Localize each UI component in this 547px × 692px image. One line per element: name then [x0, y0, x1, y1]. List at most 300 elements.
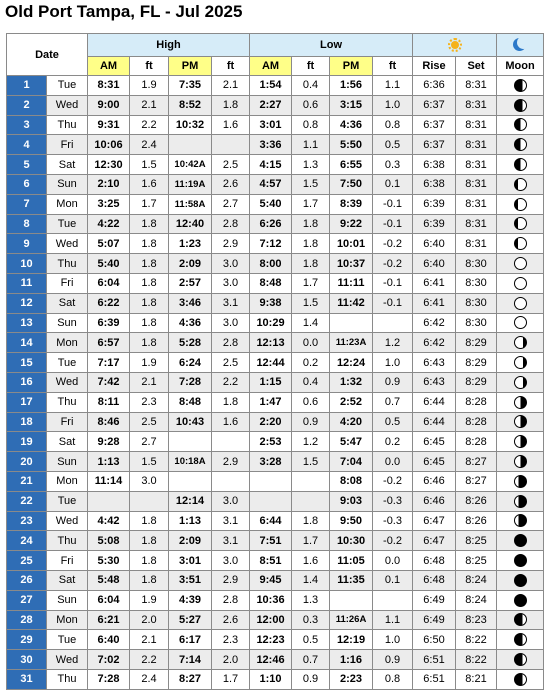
table-row: [7, 194, 544, 214]
weekday: Thu: [47, 392, 88, 412]
table-row: [7, 273, 544, 293]
sunrise-time: 6:39: [413, 214, 456, 234]
sunset-time: 8:31: [456, 135, 497, 155]
low-am-height: 1.7: [292, 531, 330, 551]
sunset-time: 8:22: [456, 650, 497, 670]
high-am-ft-header: ft: [130, 57, 169, 76]
low-pm-time: 7:04: [330, 452, 373, 472]
high-am-height: 3.0: [130, 471, 169, 491]
high-pm-time: 11:58A: [169, 194, 212, 214]
high-pm-height: 2.0: [212, 650, 250, 670]
low-pm-time: 9:50: [330, 511, 373, 531]
high-am-time: 1:13: [88, 452, 130, 472]
low-pm-time: 1:16: [330, 650, 373, 670]
moon-phase-cell: [497, 590, 544, 610]
high-pm-time: 6:17: [169, 630, 212, 650]
table-row: [7, 214, 544, 234]
low-am-time: 4:57: [250, 174, 292, 194]
moon-phase-icon: [514, 138, 527, 151]
sunrise-time: 6:46: [413, 471, 456, 491]
high-pm-time: 10:32: [169, 115, 212, 135]
moon-phase-cell: [497, 412, 544, 432]
sunset-time: 8:24: [456, 590, 497, 610]
sun-header: [413, 34, 497, 57]
moon-phase-icon: [514, 118, 527, 131]
sunrise-time: 6:50: [413, 630, 456, 650]
day-number: 25: [7, 551, 47, 571]
sunset-time: 8:24: [456, 570, 497, 590]
high-pm-time: 12:40: [169, 214, 212, 234]
high-pm-height: [212, 471, 250, 491]
high-pm-height: 2.9: [212, 452, 250, 472]
day-number: 9: [7, 234, 47, 254]
high-am-time: 5:40: [88, 254, 130, 274]
day-number: 30: [7, 650, 47, 670]
weekday: Wed: [47, 511, 88, 531]
weekday: Tue: [47, 491, 88, 511]
low-am-time: 3:28: [250, 452, 292, 472]
moon-phase-cell: [497, 471, 544, 491]
low-pm-time: 9:22: [330, 214, 373, 234]
table-row: [7, 511, 544, 531]
day-number: 6: [7, 174, 47, 194]
high-pm-height: 2.9: [212, 234, 250, 254]
sunset-time: 8:23: [456, 610, 497, 630]
sunrise-time: 6:47: [413, 531, 456, 551]
sunset-time: 8:25: [456, 531, 497, 551]
sunrise-time: 6:48: [413, 551, 456, 571]
low-pm-height: 0.5: [373, 412, 413, 432]
high-pm-time: 2:09: [169, 254, 212, 274]
high-am-time: 9:28: [88, 432, 130, 452]
table-row: [7, 76, 544, 96]
weekday: Wed: [47, 372, 88, 392]
high-pm-height: 3.0: [212, 273, 250, 293]
weekday: Sat: [47, 432, 88, 452]
low-am-height: 1.5: [292, 174, 330, 194]
high-pm-time: 1:23: [169, 234, 212, 254]
sunrise-time: 6:45: [413, 432, 456, 452]
moon-phase-icon: [514, 99, 527, 112]
weekday: Thu: [47, 254, 88, 274]
high-pm-header: PM: [169, 57, 212, 76]
weekday: Sun: [47, 590, 88, 610]
high-pm-height: 2.8: [212, 590, 250, 610]
low-am-height: 1.4: [292, 313, 330, 333]
weekday: Sat: [47, 570, 88, 590]
weekday: Sun: [47, 313, 88, 333]
moon-phase-icon: [514, 178, 527, 191]
high-am-time: 5:30: [88, 551, 130, 571]
high-am-height: 2.1: [130, 372, 169, 392]
weekday: Wed: [47, 234, 88, 254]
high-pm-time: 5:28: [169, 333, 212, 353]
low-pm-height: -0.1: [373, 214, 413, 234]
high-pm-height: 1.7: [212, 669, 250, 689]
table-row: [7, 115, 544, 135]
high-am-time: 8:46: [88, 412, 130, 432]
high-pm-time: 7:35: [169, 76, 212, 96]
moon-phase-icon: [514, 396, 527, 409]
low-am-height: 0.7: [292, 650, 330, 670]
low-am-time: [250, 471, 292, 491]
high-am-time: 12:30: [88, 155, 130, 175]
low-pm-time: [330, 590, 373, 610]
sunset-time: 8:31: [456, 95, 497, 115]
sunrise-time: 6:37: [413, 115, 456, 135]
low-am-height: [292, 471, 330, 491]
table-row: [7, 333, 544, 353]
day-number: 23: [7, 511, 47, 531]
low-am-height: 1.3: [292, 590, 330, 610]
low-pm-height: 1.0: [373, 630, 413, 650]
moon-phase-cell: [497, 115, 544, 135]
low-am-time: 12:44: [250, 353, 292, 373]
high-pm-time: 11:19A: [169, 174, 212, 194]
day-number: 3: [7, 115, 47, 135]
sunrise-time: 6:42: [413, 313, 456, 333]
sunrise-time: 6:38: [413, 174, 456, 194]
day-number: 10: [7, 254, 47, 274]
low-am-height: 1.6: [292, 551, 330, 571]
low-pm-time: 1:32: [330, 372, 373, 392]
sunset-time: 8:31: [456, 194, 497, 214]
high-am-height: 1.8: [130, 570, 169, 590]
low-pm-time: 4:36: [330, 115, 373, 135]
weekday: Fri: [47, 273, 88, 293]
weekday: Thu: [47, 531, 88, 551]
high-am-height: 1.5: [130, 452, 169, 472]
low-am-time: 3:36: [250, 135, 292, 155]
weekday: Thu: [47, 669, 88, 689]
high-pm-height: 2.3: [212, 630, 250, 650]
moon-header: [497, 34, 544, 57]
high-pm-height: [212, 432, 250, 452]
table-row: [7, 372, 544, 392]
moon-phase-cell: [497, 95, 544, 115]
high-header: High: [88, 34, 250, 57]
high-pm-height: 2.9: [212, 570, 250, 590]
low-pm-height: 1.0: [373, 353, 413, 373]
low-pm-ft-header: ft: [373, 57, 413, 76]
sunrise-time: 6:48: [413, 570, 456, 590]
low-pm-time: 11:26A: [330, 610, 373, 630]
low-pm-height: -0.1: [373, 194, 413, 214]
moon-phase-cell: [497, 551, 544, 571]
moon-phase-icon: [514, 475, 527, 488]
high-pm-height: 3.1: [212, 293, 250, 313]
low-pm-height: -0.2: [373, 254, 413, 274]
moon-phase-icon: [514, 455, 527, 468]
high-am-height: 1.7: [130, 194, 169, 214]
low-am-height: 1.8: [292, 234, 330, 254]
high-am-height: 1.8: [130, 313, 169, 333]
low-pm-time: 5:50: [330, 135, 373, 155]
table-row: [7, 471, 544, 491]
high-pm-time: 2:09: [169, 531, 212, 551]
low-pm-time: 11:42: [330, 293, 373, 313]
high-pm-height: 3.0: [212, 313, 250, 333]
moon-phase-icon: [514, 198, 527, 211]
table-row: [7, 551, 544, 571]
high-am-time: 6:22: [88, 293, 130, 313]
high-am-height: 1.8: [130, 531, 169, 551]
high-pm-time: 7:28: [169, 372, 212, 392]
moon-phase-cell: [497, 273, 544, 293]
low-pm-height: -0.2: [373, 531, 413, 551]
high-am-time: 9:00: [88, 95, 130, 115]
high-am-time: 5:08: [88, 531, 130, 551]
high-am-time: 6:57: [88, 333, 130, 353]
day-number: 7: [7, 194, 47, 214]
moon-phase-icon: [514, 316, 527, 329]
high-pm-time: 7:14: [169, 650, 212, 670]
high-pm-time: 3:46: [169, 293, 212, 313]
weekday: Mon: [47, 333, 88, 353]
low-am-time: 6:44: [250, 511, 292, 531]
moon-phase-icon: [514, 514, 527, 527]
weekday: Wed: [47, 650, 88, 670]
sunrise-time: 6:40: [413, 254, 456, 274]
moon-phase-cell: [497, 669, 544, 689]
low-header: Low: [250, 34, 413, 57]
low-pm-height: 0.9: [373, 372, 413, 392]
high-pm-time: 3:51: [169, 570, 212, 590]
low-am-height: 0.9: [292, 669, 330, 689]
day-number: 5: [7, 155, 47, 175]
high-am-height: 2.7: [130, 432, 169, 452]
sunset-time: 8:30: [456, 273, 497, 293]
table-row: [7, 254, 544, 274]
low-am-height: 1.5: [292, 452, 330, 472]
high-pm-height: 3.0: [212, 491, 250, 511]
day-number: 15: [7, 353, 47, 373]
day-number: 29: [7, 630, 47, 650]
high-am-height: 2.2: [130, 650, 169, 670]
high-pm-time: 2:57: [169, 273, 212, 293]
sunset-time: 8:29: [456, 372, 497, 392]
low-am-height: 0.6: [292, 392, 330, 412]
moon-phase-cell: [497, 353, 544, 373]
low-am-height: 1.4: [292, 570, 330, 590]
high-am-time: 6:39: [88, 313, 130, 333]
high-am-time: 4:22: [88, 214, 130, 234]
high-am-height: 1.6: [130, 174, 169, 194]
high-am-height: 1.8: [130, 214, 169, 234]
table-row: [7, 669, 544, 689]
low-pm-time: 11:11: [330, 273, 373, 293]
sunrise-time: 6:45: [413, 452, 456, 472]
day-number: 18: [7, 412, 47, 432]
sunrise-time: 6:41: [413, 293, 456, 313]
weekday: Fri: [47, 412, 88, 432]
moon-phase-cell: [497, 293, 544, 313]
high-am-height: 2.3: [130, 392, 169, 412]
sunset-time: 8:28: [456, 392, 497, 412]
high-am-height: 2.1: [130, 630, 169, 650]
weekday: Sun: [47, 452, 88, 472]
moon-phase-cell: [497, 531, 544, 551]
low-am-time: 7:12: [250, 234, 292, 254]
moon-phase-header: Moon: [497, 57, 544, 76]
moon-phase-icon: [514, 257, 527, 270]
moon-phase-icon: [514, 673, 527, 686]
moon-phase-cell: [497, 650, 544, 670]
sunrise-time: 6:38: [413, 155, 456, 175]
low-pm-time: 5:47: [330, 432, 373, 452]
moon-phase-cell: [497, 174, 544, 194]
high-am-time: 8:31: [88, 76, 130, 96]
table-row: [7, 610, 544, 630]
high-pm-time: 12:14: [169, 491, 212, 511]
moon-phase-icon: [514, 594, 527, 607]
low-am-time: 3:01: [250, 115, 292, 135]
low-pm-height: 0.8: [373, 115, 413, 135]
high-am-height: 1.9: [130, 590, 169, 610]
moon-phase-cell: [497, 570, 544, 590]
sunset-time: 8:31: [456, 234, 497, 254]
low-am-height: 0.4: [292, 372, 330, 392]
day-number: 17: [7, 392, 47, 412]
sunset-time: 8:31: [456, 155, 497, 175]
day-number: 19: [7, 432, 47, 452]
high-am-time: 4:42: [88, 511, 130, 531]
sunrise-time: 6:43: [413, 372, 456, 392]
table-row: [7, 590, 544, 610]
sunrise-time: 6:44: [413, 392, 456, 412]
moon-phase-icon: [514, 653, 527, 666]
weekday: Tue: [47, 76, 88, 96]
low-pm-time: 6:55: [330, 155, 373, 175]
moon-phase-cell: [497, 254, 544, 274]
table-row: [7, 293, 544, 313]
low-pm-height: 1.1: [373, 76, 413, 96]
low-pm-height: -0.3: [373, 491, 413, 511]
high-pm-height: 2.6: [212, 610, 250, 630]
low-am-height: 0.0: [292, 333, 330, 353]
high-pm-ft-header: ft: [212, 57, 250, 76]
day-number: 28: [7, 610, 47, 630]
low-am-time: 1:15: [250, 372, 292, 392]
low-pm-height: 0.1: [373, 174, 413, 194]
high-am-time: 7:42: [88, 372, 130, 392]
low-pm-height: 0.0: [373, 551, 413, 571]
low-am-height: 1.7: [292, 273, 330, 293]
moon-phase-cell: [497, 194, 544, 214]
high-pm-time: 8:48: [169, 392, 212, 412]
low-am-time: 8:51: [250, 551, 292, 571]
high-pm-height: 2.1: [212, 76, 250, 96]
table-row: [7, 531, 544, 551]
high-am-height: 2.1: [130, 95, 169, 115]
low-am-height: 1.8: [292, 511, 330, 531]
high-am-height: 1.8: [130, 254, 169, 274]
high-pm-height: 1.6: [212, 115, 250, 135]
day-number: 16: [7, 372, 47, 392]
moon-phase-cell: [497, 630, 544, 650]
high-pm-time: 10:18A: [169, 452, 212, 472]
moon-phase-cell: [497, 511, 544, 531]
sunset-time: 8:30: [456, 313, 497, 333]
table-row: [7, 135, 544, 155]
low-pm-height: -0.2: [373, 471, 413, 491]
sunrise-time: 6:41: [413, 273, 456, 293]
high-am-time: 10:06: [88, 135, 130, 155]
low-am-height: 1.7: [292, 194, 330, 214]
high-pm-height: 2.2: [212, 372, 250, 392]
low-pm-height: -0.1: [373, 273, 413, 293]
day-number: 8: [7, 214, 47, 234]
table-row: [7, 570, 544, 590]
high-pm-height: 2.7: [212, 194, 250, 214]
day-number: 12: [7, 293, 47, 313]
high-pm-height: 1.8: [212, 95, 250, 115]
high-pm-time: 4:39: [169, 590, 212, 610]
low-am-time: 8:48: [250, 273, 292, 293]
high-pm-time: [169, 471, 212, 491]
table-row: [7, 650, 544, 670]
low-pm-height: 0.1: [373, 570, 413, 590]
sunset-time: 8:29: [456, 353, 497, 373]
sunrise-time: 6:49: [413, 590, 456, 610]
high-pm-time: 5:27: [169, 610, 212, 630]
low-am-height: 0.8: [292, 115, 330, 135]
day-number: 1: [7, 76, 47, 96]
low-pm-time: 10:30: [330, 531, 373, 551]
day-number: 21: [7, 471, 47, 491]
moon-phase-icon: [514, 633, 527, 646]
day-number: 27: [7, 590, 47, 610]
low-pm-time: 10:01: [330, 234, 373, 254]
low-am-time: 8:00: [250, 254, 292, 274]
high-pm-time: 1:13: [169, 511, 212, 531]
weekday: Mon: [47, 610, 88, 630]
day-number: 26: [7, 570, 47, 590]
low-am-height: 1.5: [292, 293, 330, 313]
high-am-height: [130, 491, 169, 511]
moon-phase-icon: [514, 574, 527, 587]
high-am-height: 1.8: [130, 511, 169, 531]
sunrise-time: 6:37: [413, 135, 456, 155]
low-pm-height: -0.1: [373, 293, 413, 313]
moon-phase-cell: [497, 234, 544, 254]
sunrise-time: 6:37: [413, 95, 456, 115]
low-pm-time: 1:56: [330, 76, 373, 96]
high-am-height: 1.5: [130, 155, 169, 175]
high-am-time: 5:48: [88, 570, 130, 590]
low-am-time: 2:20: [250, 412, 292, 432]
low-pm-height: 0.3: [373, 155, 413, 175]
low-am-time: 1:47: [250, 392, 292, 412]
low-am-height: 0.2: [292, 353, 330, 373]
high-pm-time: 10:43: [169, 412, 212, 432]
moon-phase-icon: [514, 376, 527, 389]
low-pm-height: 0.5: [373, 135, 413, 155]
high-am-time: 7:28: [88, 669, 130, 689]
sunrise-time: 6:47: [413, 511, 456, 531]
low-am-height: 1.3: [292, 155, 330, 175]
high-am-height: 1.8: [130, 551, 169, 571]
high-am-height: 1.8: [130, 293, 169, 313]
low-pm-height: -0.2: [373, 234, 413, 254]
table-row: [7, 432, 544, 452]
low-pm-time: [330, 313, 373, 333]
high-am-time: 7:02: [88, 650, 130, 670]
high-am-time: 9:31: [88, 115, 130, 135]
day-number: 13: [7, 313, 47, 333]
moon-phase-icon: [514, 356, 527, 369]
tide-table: [6, 33, 544, 690]
